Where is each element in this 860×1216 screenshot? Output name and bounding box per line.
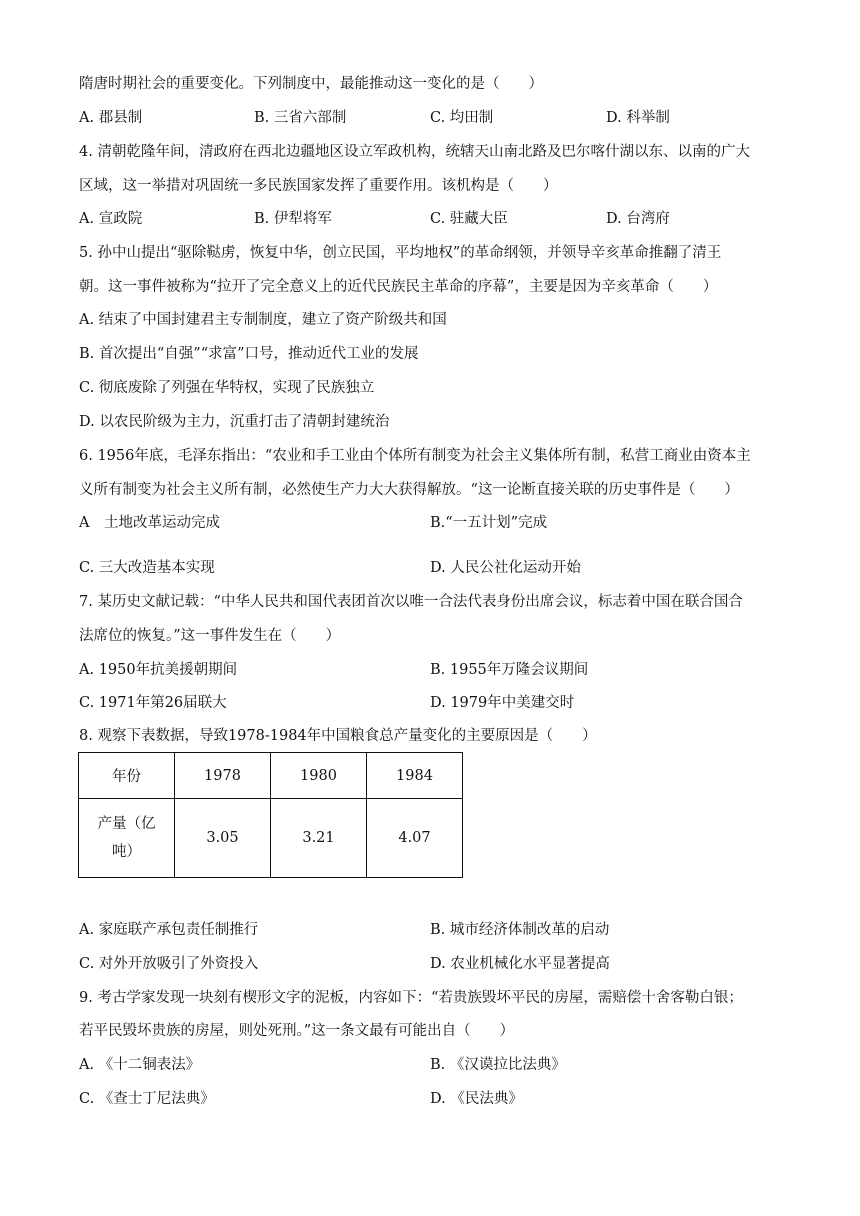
q7-option-a: A. 1950年抗美援朝期间 <box>79 662 238 678</box>
table-cell-1978: 3.05 <box>175 799 271 878</box>
table-row <box>79 799 463 878</box>
q3-option-b: B. 三省六部制 <box>254 110 347 126</box>
q7-option-d: D. 1979年中美建交时 <box>430 695 575 711</box>
q7-stem-line-1: 7. 某历史文献记载：“中华人民共和国代表团首次以唯一合法代表身份出席会议，标志着中国在联合国合 <box>79 594 743 610</box>
q4-option-b: B. 伊犁将军 <box>254 211 332 227</box>
table-row-label <box>79 799 175 878</box>
table-header-1984: 1984 <box>367 753 463 799</box>
q5-stem-line-2: 朝。这一事件被称为“拉开了完全意义上的近代民族民主革命的序幕”，主要是因为辛亥革命（ ） <box>79 279 718 295</box>
q9-option-c: C. 《查士丁尼法典》 <box>79 1091 215 1107</box>
q5-option-a: A. 结束了中国封建君主专制制度，建立了资产阶级共和国 <box>79 312 447 328</box>
q8-option-c: C. 对外开放吸引了外资投入 <box>79 956 259 972</box>
q6-stem-line-1: 6. 1956年底，毛泽东指出：“农业和手工业由个体所有制变为社会主义集体所有制，私营工商业由资本主 <box>79 448 751 464</box>
row-label-line-1: 产量（亿 <box>97 816 156 832</box>
q7-option-c: C. 1971年第26届联大 <box>79 695 227 711</box>
table-cell-1980: 3.21 <box>271 799 367 878</box>
q5-option-d: D. 以农民阶级为主力，沉重打击了清朝封建统治 <box>79 414 390 430</box>
q9-stem-line-2: 若平民毁坏贵族的房屋，则处死刑。”这一条文最有可能出自（ ） <box>79 1023 515 1039</box>
q6-option-c: C. 三大改造基本实现 <box>79 560 215 576</box>
q3-option-d: D. 科举制 <box>606 110 670 126</box>
q6-option-a: A 土地改革运动完成 <box>79 515 220 531</box>
q4-stem-line-2: 区域，这一举措对巩固统一多民族国家发挥了重要作用。该机构是（ ） <box>79 178 558 194</box>
table-header-1980: 1980 <box>271 753 367 799</box>
q8-stem: 8. 观察下表数据，导致1978-1984年中国粮食总产量变化的主要原因是（ ） <box>79 728 597 744</box>
q3-option-c: C. 均田制 <box>430 110 494 126</box>
q9-option-b: B. 《汉谟拉比法典》 <box>430 1057 566 1073</box>
q3-stem-tail: 隋唐时期社会的重要变化。下列制度中，最能推动这一变化的是（ ） <box>79 76 543 92</box>
q5-stem-line-1: 5. 孙中山提出“驱除鞑虏，恢复中华，创立民国，平均地权”的革命纲领，并领导辛亥革命推翻了清王 <box>79 245 722 261</box>
q6-stem-line-2: 义所有制变为社会主义所有制，必然使生产力大大获得解放。“这一论断直接关联的历史事件是（ ） <box>79 482 739 498</box>
q4-option-c: C. 驻藏大臣 <box>430 211 508 227</box>
q6-option-b: B.“一五计划”完成 <box>430 515 548 531</box>
q9-option-d: D. 《民法典》 <box>430 1091 523 1107</box>
q6-option-d: D. 人民公社化运动开始 <box>430 560 581 576</box>
q8-option-a: A. 家庭联产承包责任制推行 <box>79 922 259 938</box>
q5-option-b: B. 首次提出“自强”“求富”口号，推动近代工业的发展 <box>79 346 419 362</box>
q8-option-b: B. 城市经济体制改革的启动 <box>430 922 610 938</box>
q9-option-a: A. 《十二铜表法》 <box>79 1057 201 1073</box>
q7-stem-line-2: 法席位的恢复。”这一事件发生在（ ） <box>79 628 341 644</box>
table-cell-1984: 4.07 <box>367 799 463 878</box>
table-header-year: 年份 <box>79 753 175 799</box>
q3-option-a: A. 郡县制 <box>79 110 143 126</box>
q5-option-c: C. 彻底废除了列强在华特权，实现了民族独立 <box>79 380 375 396</box>
q8-option-d: D. 农业机械化水平显著提高 <box>430 956 610 972</box>
q9-stem-line-1: 9. 考古学家发现一块刻有楔形文字的泥板，内容如下：“若贵族毁坏平民的房屋，需赔偿十舍客勒白银； <box>79 990 743 1006</box>
q4-stem-line-1: 4. 清朝乾隆年间，清政府在西北边疆地区设立军政机构，统辖天山南北路及巴尔喀什湖以东、以南的广大 <box>79 144 750 160</box>
q4-option-a: A. 宣政院 <box>79 211 143 227</box>
table-header-row <box>79 753 463 799</box>
row-label-line-2: 吨） <box>112 844 141 860</box>
table-header-1978: 1978 <box>175 753 271 799</box>
q4-option-d: D. 台湾府 <box>606 211 670 227</box>
grain-output-table <box>78 752 463 878</box>
q7-option-b: B. 1955年万隆会议期间 <box>430 662 589 678</box>
